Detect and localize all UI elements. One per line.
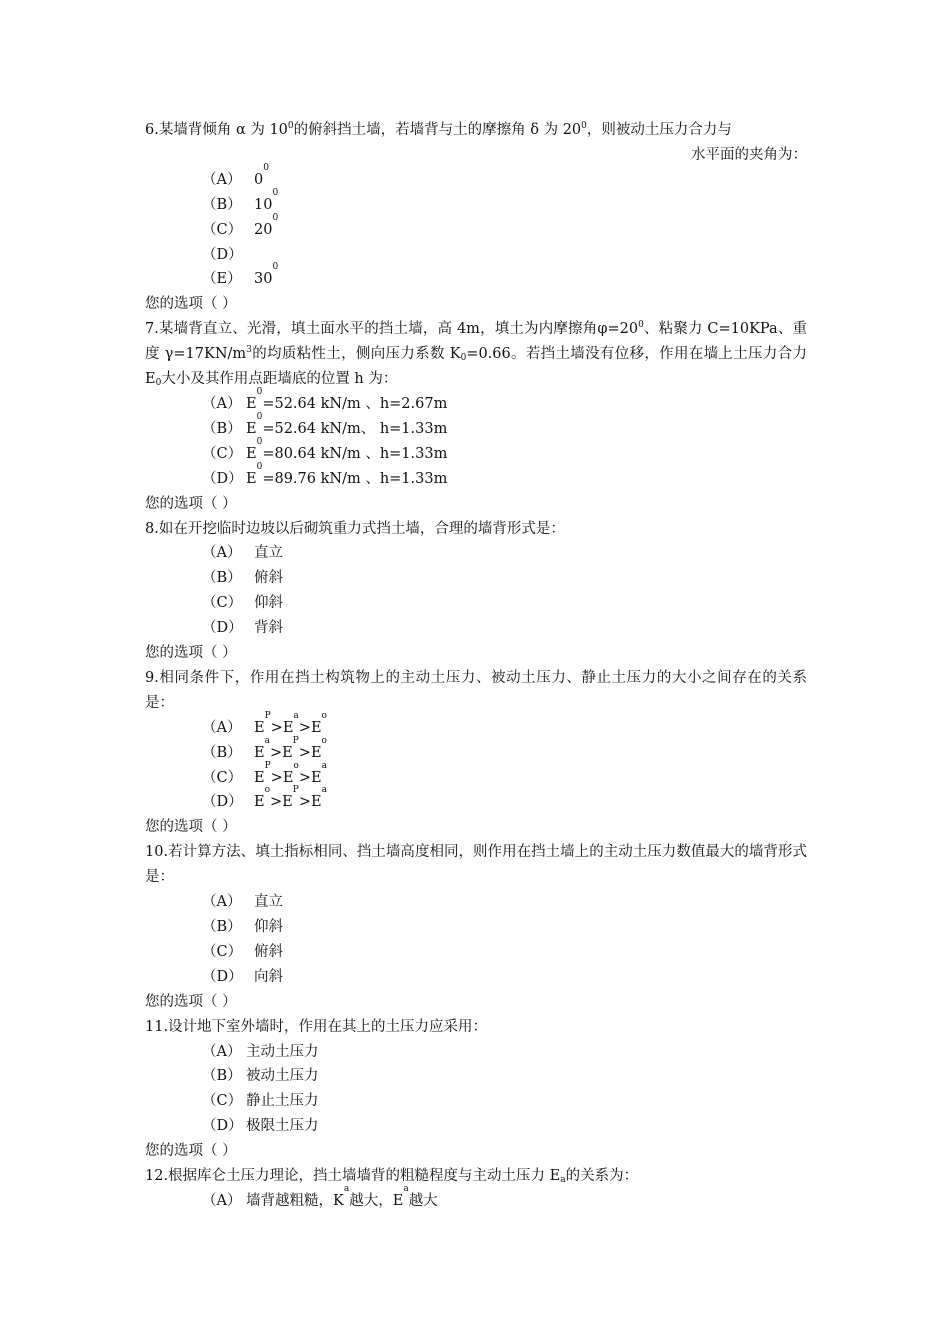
q7-answer-prompt[interactable]: 您的选项（ ） xyxy=(145,495,237,512)
q6-option-c[interactable]: （C） 20 0 xyxy=(202,212,279,238)
q9-option-a[interactable]: （A） E P > E a > E o xyxy=(202,710,327,736)
exam-page xyxy=(145,118,807,1214)
q11-answer-prompt[interactable]: 您的选项（ ） xyxy=(145,1143,237,1160)
q8-option-c[interactable]: （C） 仰斜 xyxy=(202,595,283,612)
q8-option-b[interactable]: （B） 俯斜 xyxy=(202,570,283,587)
question-9-text: 9.相同条件下，作用在挡土构筑物上的主动土压力、被动土压力、静止土压力的大小之间存在的关系是： xyxy=(145,669,807,711)
question-12-text: 12.根据库仑土压力理论，挡土墙墙背的粗糙程度与主动土压力 $E_a$的关系为： xyxy=(145,1168,639,1186)
q9-answer-prompt[interactable]: 您的选项（ ） xyxy=(145,819,237,836)
question-12 xyxy=(145,1164,807,1214)
question-6 xyxy=(145,118,807,317)
question-8 xyxy=(145,517,807,666)
question-6-text: 6.某墙背倾角 α 为 $10^0$的俯斜挡土墙，若墙背与土的摩擦角 δ 为 $20^0$，则被动土压力合力与 xyxy=(145,121,732,138)
question-10 xyxy=(145,840,807,1014)
question-11 xyxy=(145,1015,807,1164)
q7-option-c[interactable]: （C） E 0 =80.64 kN/m 、h=1.33m xyxy=(202,436,448,462)
question-8-text: 8.如在开挖临时边坡以后砌筑重力式挡土墙，合理的墙背形式是： xyxy=(145,520,565,537)
q6-option-a[interactable]: （A） 0 0 xyxy=(202,162,269,188)
question-6-text-cont: 水平面的夹角为： xyxy=(691,146,807,163)
q12-option-a[interactable]: （A） 墙背越粗糙，K a 越大，E a 越大 xyxy=(202,1183,438,1209)
q8-answer-prompt[interactable]: 您的选项（ ） xyxy=(145,645,237,662)
question-9 xyxy=(145,666,807,840)
q11-option-c[interactable]: （C） 静止土压力 xyxy=(202,1093,319,1110)
q8-option-a[interactable]: （A） 直立 xyxy=(202,545,283,562)
q6-option-d[interactable]: （D） xyxy=(202,246,243,263)
q7-option-a[interactable]: （A） E 0 =52.64 kN/m 、h=2.67m xyxy=(202,386,448,412)
q6-option-b[interactable]: （B） 10 0 xyxy=(202,187,279,213)
q9-option-c[interactable]: （C） E P > E o > E a xyxy=(202,760,327,786)
question-11-text: 11.设计地下室外墙时，作用在其上的土压力应采用： xyxy=(145,1018,488,1035)
q7-option-d[interactable]: （D） E 0 =89.76 kN/m 、h=1.33m xyxy=(202,461,448,487)
q10-option-a[interactable]: （A） 直立 xyxy=(202,894,283,911)
q9-option-b[interactable]: （B） E a > E P > E o xyxy=(202,735,327,761)
q6-option-e[interactable]: （E） 30 0 xyxy=(202,262,279,288)
q7-option-b[interactable]: （B） E 0 =52.64 kN/m、 h=1.33m xyxy=(202,411,448,437)
q8-option-d[interactable]: （D） 背斜 xyxy=(202,620,283,637)
q10-option-b[interactable]: （B） 仰斜 xyxy=(202,919,283,935)
q10-option-c[interactable]: （C） 俯斜 xyxy=(202,943,283,960)
question-10-text: 10.若计算方法、填土指标相同、挡土墙高度相同，则作用在挡土墙上的主动土压力数值最大的墙背形式是： xyxy=(145,844,807,886)
q10-option-d[interactable]: （D） 向斜 xyxy=(202,968,283,985)
question-7 xyxy=(145,317,807,516)
q6-answer-prompt[interactable]: 您的选项（ ） xyxy=(145,296,237,313)
q10-answer-prompt[interactable]: 您的选项（ ） xyxy=(145,993,237,1010)
q11-option-b[interactable]: （B） 被动土压力 xyxy=(202,1068,319,1085)
q11-option-d[interactable]: （D） 极限土压力 xyxy=(202,1118,319,1135)
q11-option-a[interactable]: （A） 主动土压力 xyxy=(202,1043,319,1060)
q9-option-d[interactable]: （D） E o > E P > E a xyxy=(202,785,327,811)
question-7-text: 7.某墙背直立、光滑，填土面水平的挡土墙，高 4m，填土为内摩擦角$\varphi=20^0$、粘聚力 C=10KPa、重度 $\gamma=17KN/m^3$的均质粘性土，侧向压力系数 $K_0=0.66$。若挡土墙没有位移，作用在墙上土压力合力 $E_0$大小及其作用点距墙底的位置 h 为： xyxy=(145,320,808,389)
